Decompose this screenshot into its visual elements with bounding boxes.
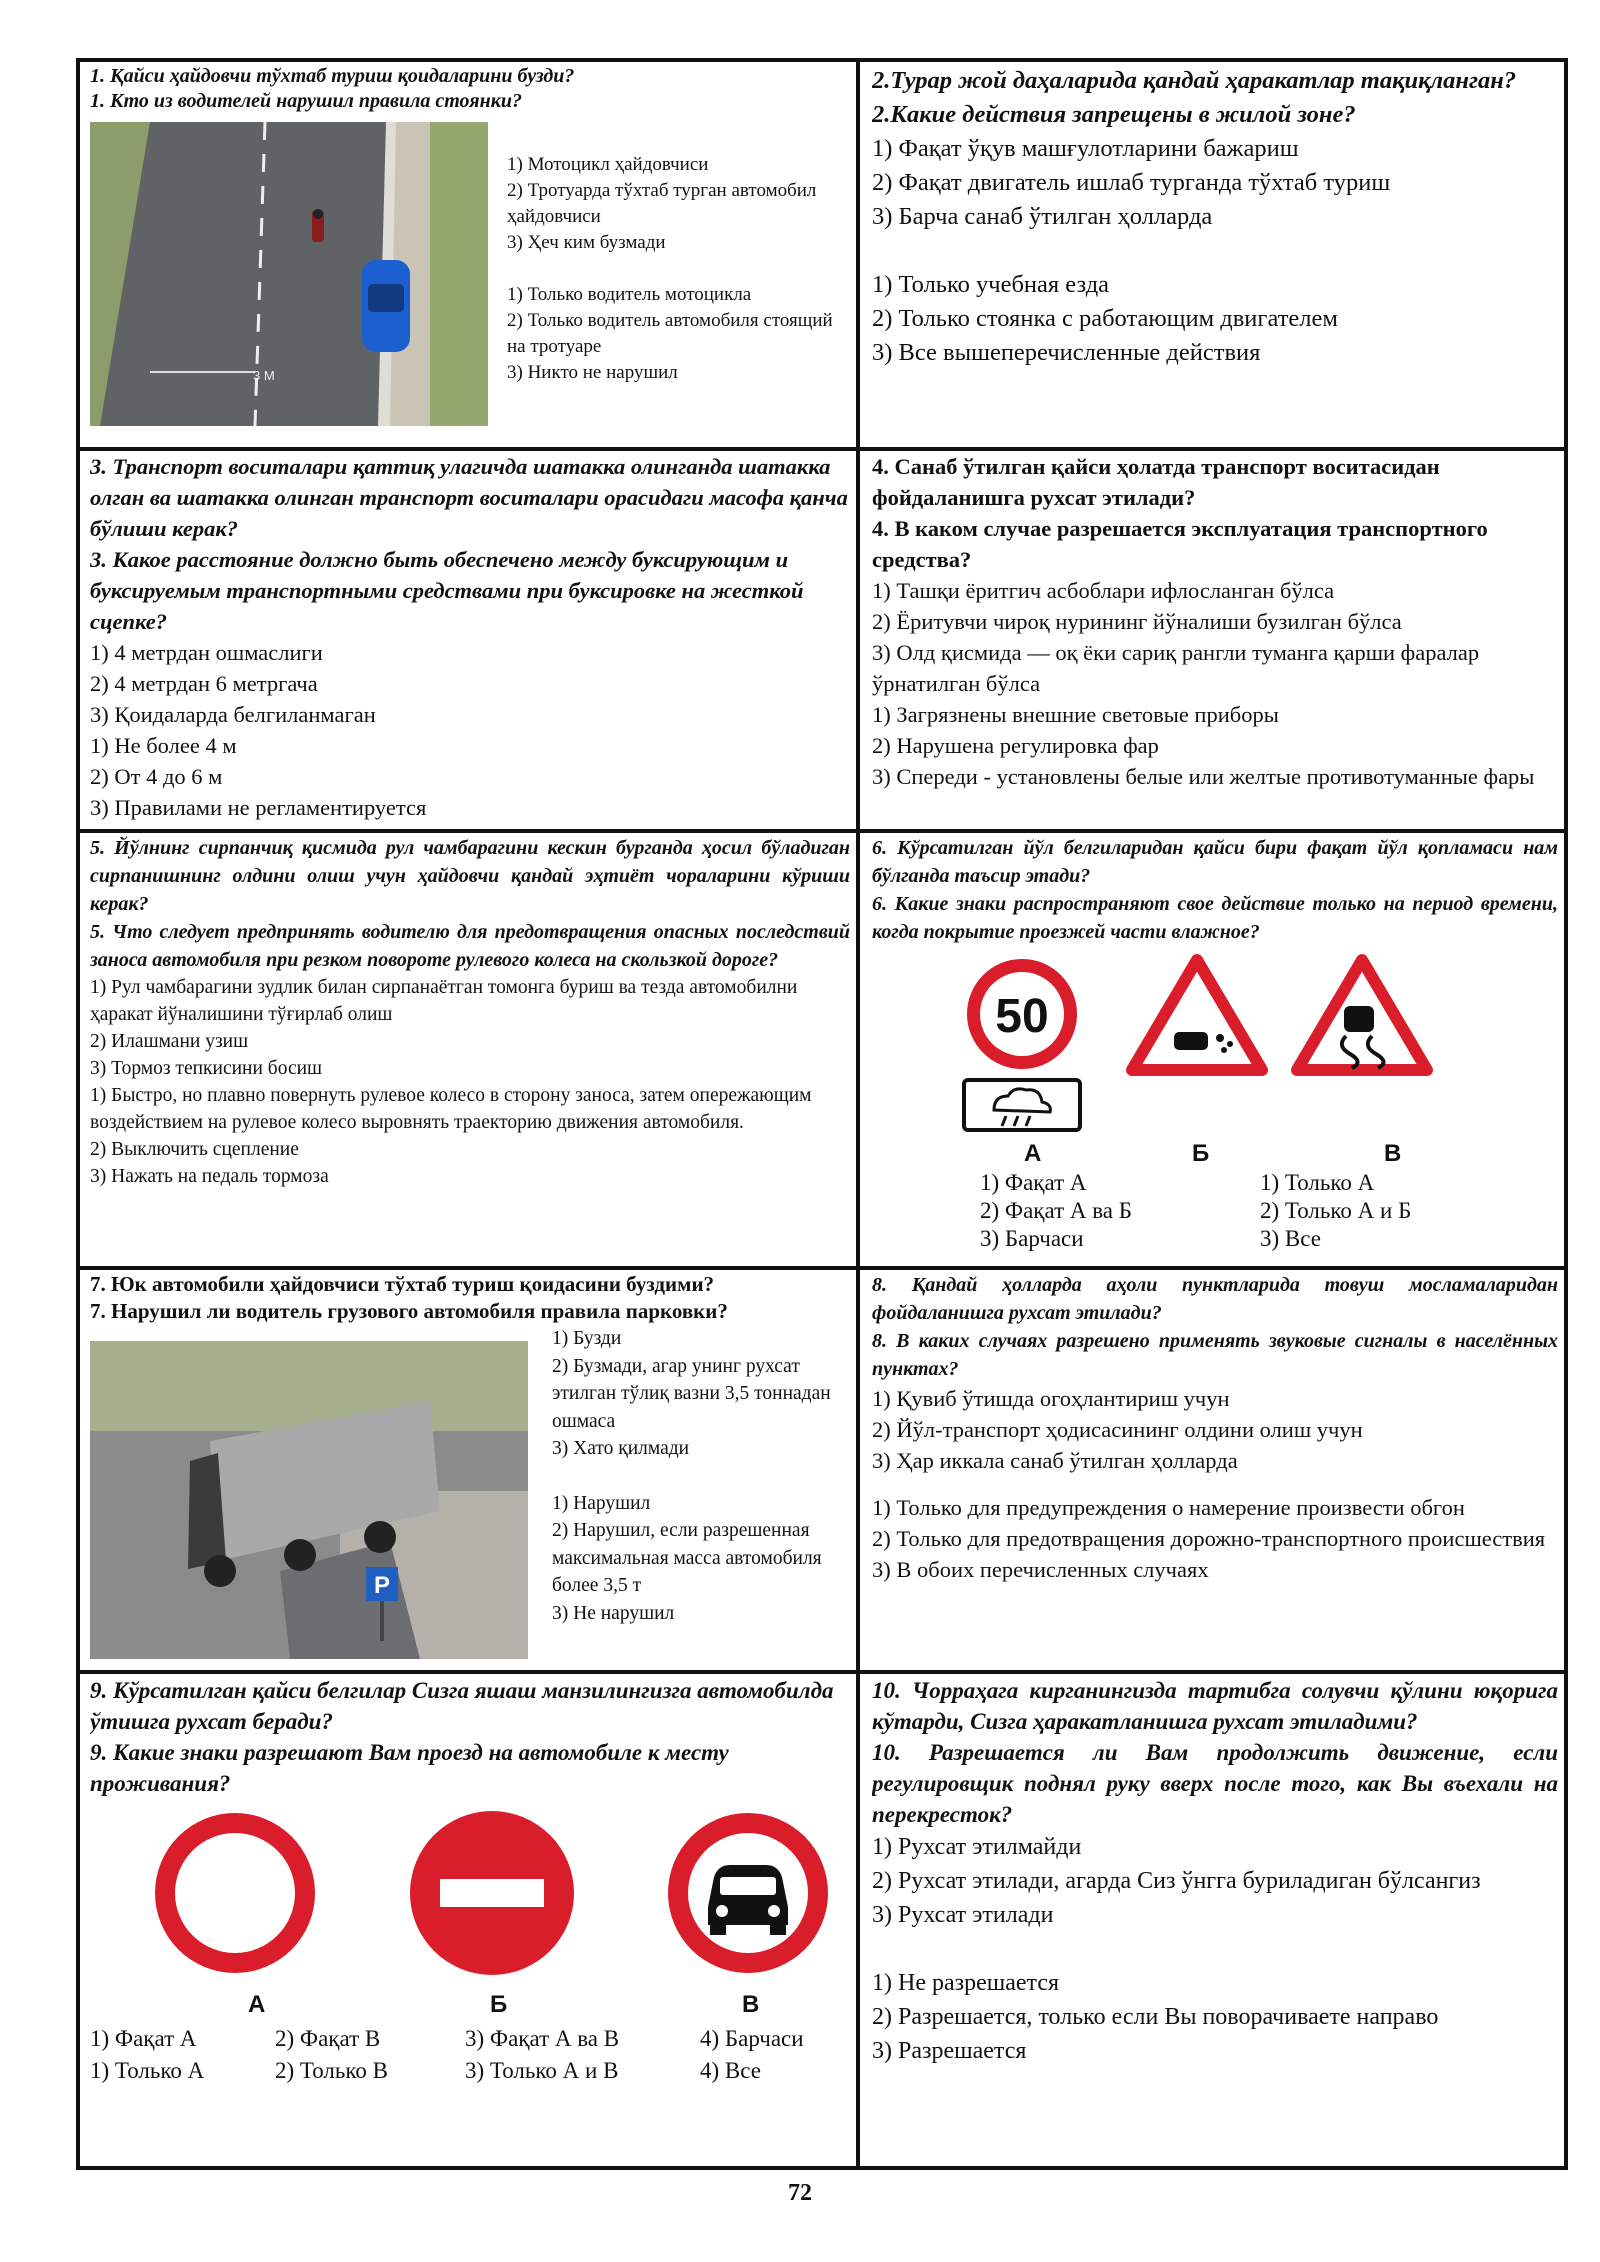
option[interactable]: 1) Мотоцикл ҳайдовчиси xyxy=(507,154,709,175)
option[interactable]: 3) Рухсат этилади xyxy=(872,1902,1054,1928)
question-7 xyxy=(90,1271,850,1668)
option[interactable]: 2) Фақат А ва Б xyxy=(980,1198,1132,1223)
prohibition-signs-illustration xyxy=(150,1807,830,1979)
option[interactable]: 2) Выключить сцепление xyxy=(90,1139,299,1160)
question-9 xyxy=(90,1675,850,2165)
question-3-title-ru: 3. Какое расстояние должно быть обеспечено между буксирующим и буксируемым транспортными средствами при буксировке на жесткой сцепке? xyxy=(90,547,804,634)
question-5-title-ru: 5. Что следует предпринять водителю для предотвращения опасных последствий заноса автомобиля при резком повороте рулевого колеса на скользкой дороге? xyxy=(90,921,850,971)
option[interactable]: 3) Ҳеч ким бузмади xyxy=(507,232,666,253)
question-4-title-uz: 4. Санаб ўтилган қайси ҳолатда транспорт воситасидан фойдаланишга рухсат этилади? xyxy=(872,454,1440,510)
slippery-road-sign xyxy=(1297,960,1427,1070)
question-10-title-ru: 10. Разрешается ли Вам продолжить движение, если регулировщик поднял руку вверх после того, как Вы въехали на перекресток? xyxy=(872,1740,1558,1827)
option[interactable]: 2) Тротуарда тўхтаб турган автомобил ҳайдовчиси xyxy=(507,180,817,227)
option[interactable]: 2) Бузмади, агар унинг рухсат этилган тўлиқ вазни 3,5 тоннадан ошмаса xyxy=(552,1355,831,1432)
option[interactable]: 1) Рухсат этилмайди xyxy=(872,1834,1082,1860)
option[interactable]: 3) Правилами не регламентируется xyxy=(90,795,427,820)
option[interactable]: 3) Ҳар иккала санаб ўтилган ҳолларда xyxy=(872,1448,1238,1473)
option[interactable]: 3) В обоих перечисленных случаях xyxy=(872,1557,1209,1582)
option[interactable]: 3) Хато қилмади xyxy=(552,1438,690,1459)
option[interactable]: 1) Только водитель мотоцикла xyxy=(507,284,752,305)
questions-table xyxy=(76,58,1568,2170)
distance-label: 3 М xyxy=(253,368,275,383)
question-4 xyxy=(872,451,1558,827)
sign-label-a: А xyxy=(1024,1140,1042,1167)
option[interactable]: 2) Только для предотвращения дорожно-транспортного происшествия xyxy=(872,1526,1546,1551)
gravel-warning-sign xyxy=(1132,960,1262,1070)
option[interactable]: 2) От 4 до 6 м xyxy=(90,764,223,789)
option[interactable]: 3) Барчаси xyxy=(980,1226,1084,1251)
question-8-title-uz: 8. Қандай ҳолларда аҳоли пунктларида товуш мосламаларидан фойдаланишга рухсат этилади? xyxy=(872,1274,1558,1324)
option[interactable]: 1) Фақат ўқув машғулотларини бажариш xyxy=(872,135,1299,162)
option[interactable]: 1) Не разрешается xyxy=(872,1970,1060,1996)
question-7-title-ru: 7. Нарушил ли водитель грузового автомобиля правила парковки? xyxy=(90,1299,728,1323)
option[interactable]: 2) 4 метрдан 6 метргача xyxy=(90,671,318,696)
option[interactable]: 1) Только А xyxy=(90,2058,205,2083)
question-3 xyxy=(90,451,850,827)
question-1 xyxy=(90,64,850,446)
option[interactable]: 1) Загрязнены внешние световые приборы xyxy=(872,702,1279,727)
option[interactable]: 3) Никто не нарушил xyxy=(507,362,678,383)
option[interactable]: 1) Только А xyxy=(1260,1170,1375,1195)
option[interactable]: 2) Рухсат этилади, агарда Сиз ўнгга буриладиган бўлсангиз xyxy=(872,1868,1481,1894)
question-5-title-uz: 5. Йўлнинг сирпанчиқ қисмида рул чамбарагини кескин бурганда ҳосил бўладиган сирпанишнинг олдини олиш учун ҳайдовчи қандай эҳтиёт чораларини кўриши керак? xyxy=(90,837,850,915)
option[interactable]: 2) Только водитель автомобиля стоящий на тротуаре xyxy=(507,310,833,357)
option[interactable]: 2) Только А и Б xyxy=(1260,1198,1412,1223)
option[interactable]: 3) Только А и В xyxy=(465,2058,619,2083)
question-6-title-ru: 6. Какие знаки распространяют свое действие только на период времени, когда покрытие проезжей части влажное? xyxy=(872,893,1558,943)
option[interactable]: 1) Қувиб ўтишда огоҳлантириш учун xyxy=(872,1386,1230,1411)
page-number: 72 xyxy=(788,2180,812,2206)
option[interactable]: 1) Бузди xyxy=(552,1328,622,1349)
option[interactable]: 1) Фақат А xyxy=(980,1170,1087,1195)
option[interactable]: 3) Фақат А ва В xyxy=(465,2026,620,2051)
question-6 xyxy=(872,834,1558,1264)
column-divider xyxy=(856,62,860,2166)
wet-road-plate-icon xyxy=(964,1080,1080,1130)
option[interactable]: 1) Быстро, но плавно повернуть рулевое колесо в сторону заноса, затем опережающим воздействием на рулевое колесо выровнять траекторию движения автомобиля. xyxy=(90,1085,812,1133)
motorcycle-icon xyxy=(312,209,324,242)
no-cars-sign xyxy=(668,1813,828,1973)
question-10 xyxy=(872,1675,1558,2165)
question-2 xyxy=(872,64,1558,446)
option[interactable]: 3) Спереди - установлены белые или желтые противотуманные фары xyxy=(872,764,1535,789)
question-8 xyxy=(872,1271,1558,1668)
road-signs-illustration xyxy=(962,952,1522,1142)
option[interactable]: 4) Барчаси xyxy=(700,2026,804,2051)
option[interactable]: 1) 4 метрдан ошмаслиги xyxy=(90,640,323,665)
option[interactable]: 2) Йўл-транспорт ҳодисасининг олдини олиш учун xyxy=(872,1417,1363,1442)
option[interactable]: 3) Барча санаб ўтилган ҳолларда xyxy=(872,203,1213,230)
question-1-options xyxy=(507,152,847,386)
question-4-title-ru: 4. В каком случае разрешается эксплуатация транспортного средства? xyxy=(872,516,1488,572)
question-5 xyxy=(90,834,850,1264)
option[interactable]: 2) Нарушил, если разрешенная максимальная масса автомобиля более 3,5 т xyxy=(552,1520,822,1596)
question-7-options xyxy=(552,1325,848,1627)
question-2-title-ru: 2.Какие действия запрещены в жилой зоне? xyxy=(872,101,1356,128)
sign-label-v: В xyxy=(1384,1140,1402,1167)
row-divider xyxy=(80,1670,1564,1674)
question-1-title-uz: 1. Қайси ҳайдовчи тўхтаб туриш қоидаларини бузди? xyxy=(90,65,575,87)
no-vehicles-sign xyxy=(155,1813,315,1973)
option[interactable]: 1) Фақат А xyxy=(90,2026,197,2051)
option[interactable]: 3) Қоидаларда белгиланмаган xyxy=(90,702,376,727)
option[interactable]: 1) Только для предупреждения о намерение произвести обгон xyxy=(872,1495,1465,1520)
option[interactable]: 3) Все вышеперечисленные действия xyxy=(872,339,1261,366)
car-icon xyxy=(362,260,410,352)
option[interactable]: 2) Только стоянка с работающим двигателем xyxy=(872,305,1338,332)
option[interactable]: 2) Илашмани узиш xyxy=(90,1031,249,1052)
option[interactable]: 2) Ёритувчи чироқ нурининг йўналиши бузилган бўлса xyxy=(872,609,1402,634)
sign-label-b: Б xyxy=(490,1991,508,2018)
no-entry-sign xyxy=(410,1811,574,1975)
option[interactable]: 1) Нарушил xyxy=(552,1492,651,1514)
street-parking-illustration xyxy=(90,122,488,426)
option[interactable]: 4) Все xyxy=(700,2058,761,2083)
option[interactable]: 3) Разрешается xyxy=(872,2038,1027,2064)
question-8-title-ru: 8. В каких случаях разрешено применять звуковые сигналы в населённых пунктах? xyxy=(872,1330,1558,1380)
option[interactable]: 3) Тормоз тепкисини босиш xyxy=(90,1058,323,1079)
option[interactable]: 1) Рул чамбарагини зудлик билан сирпанаётган томонга буриш ва тезда автомобилни ҳаракат йўналишини тўғирлаб олиш xyxy=(90,977,798,1025)
sign-label-a: А xyxy=(248,1991,266,2018)
sign-label-b: Б xyxy=(1192,1140,1210,1167)
option[interactable]: 2) Только В xyxy=(275,2058,388,2083)
sign-label-v: В xyxy=(742,1991,760,2018)
question-9-title-ru: 9. Какие знаки разрешают Вам проезд на автомобиле к месту проживания? xyxy=(90,1740,729,1796)
option[interactable]: 3) Не нарушил xyxy=(552,1602,675,1624)
option[interactable]: 3) Олд қисмида — оқ ёки сариқ рангли туманга қарши фаралар ўрнатилган бўлса xyxy=(872,640,1480,696)
question-2-title-uz: 2.Турар жой даҳаларида қандай ҳаракатлар тақиқланган? xyxy=(872,67,1517,94)
question-10-title-uz: 10. Чорраҳага кирганингизда тартибга солувчи қўлини юқорига кўтарди, Сизга ҳаракатланишга рухсат этиладими? xyxy=(872,1678,1558,1734)
question-6-options xyxy=(980,1170,1520,1252)
option[interactable]: 2) Разрешается, только если Вы поворачиваете направо xyxy=(872,2004,1439,2030)
speed-limit-sign xyxy=(967,959,1077,1069)
question-3-title-uz: 3. Транспорт воситалари қаттиқ улагичда шатакка олинганда шатакка олган ва шатакка олинган транспорт воситалари орасидаги масофа қанча бўлиши керак? xyxy=(90,454,848,541)
option[interactable]: 3) Нажать на педаль тормоза xyxy=(90,1166,329,1187)
question-9-title-uz: 9. Кўрсатилган қайси белгилар Сизга яшаш манзилингизга автомобилда ўтишга рухсат беради? xyxy=(90,1678,834,1734)
question-7-title-uz: 7. Юк автомобили ҳайдовчиси тўхтаб туриш қоидасини буздими? xyxy=(90,1272,715,1296)
option[interactable]: 1) Не более 4 м xyxy=(90,733,237,758)
parking-letter: P xyxy=(373,1572,391,1599)
truck-parking-illustration xyxy=(90,1341,528,1659)
question-6-title-uz: 6. Кўрсатилган йўл белгиларидан қайси бири фақат йўл қопламаси нам бўлганда таъсир этади? xyxy=(872,837,1558,887)
option[interactable]: 2) Нарушена регулировка фар xyxy=(872,733,1159,758)
option[interactable]: 2) Фақат двигатель ишлаб турганда тўхтаб туриш xyxy=(872,169,1391,196)
speed-limit-value: 50 xyxy=(995,990,1049,1043)
option[interactable]: 3) Все xyxy=(1260,1226,1321,1251)
row-divider xyxy=(80,829,1564,833)
row-divider xyxy=(80,1266,1564,1270)
option[interactable]: 1) Ташқи ёритгич асбоблари ифлосланган бўлса xyxy=(872,578,1335,603)
question-1-title-ru: 1. Кто из водителей нарушил правила стоянки? xyxy=(90,90,522,112)
option[interactable]: 1) Только учебная езда xyxy=(872,271,1110,298)
option[interactable]: 2) Фақат В xyxy=(275,2026,381,2051)
question-9-options xyxy=(90,2023,840,2087)
